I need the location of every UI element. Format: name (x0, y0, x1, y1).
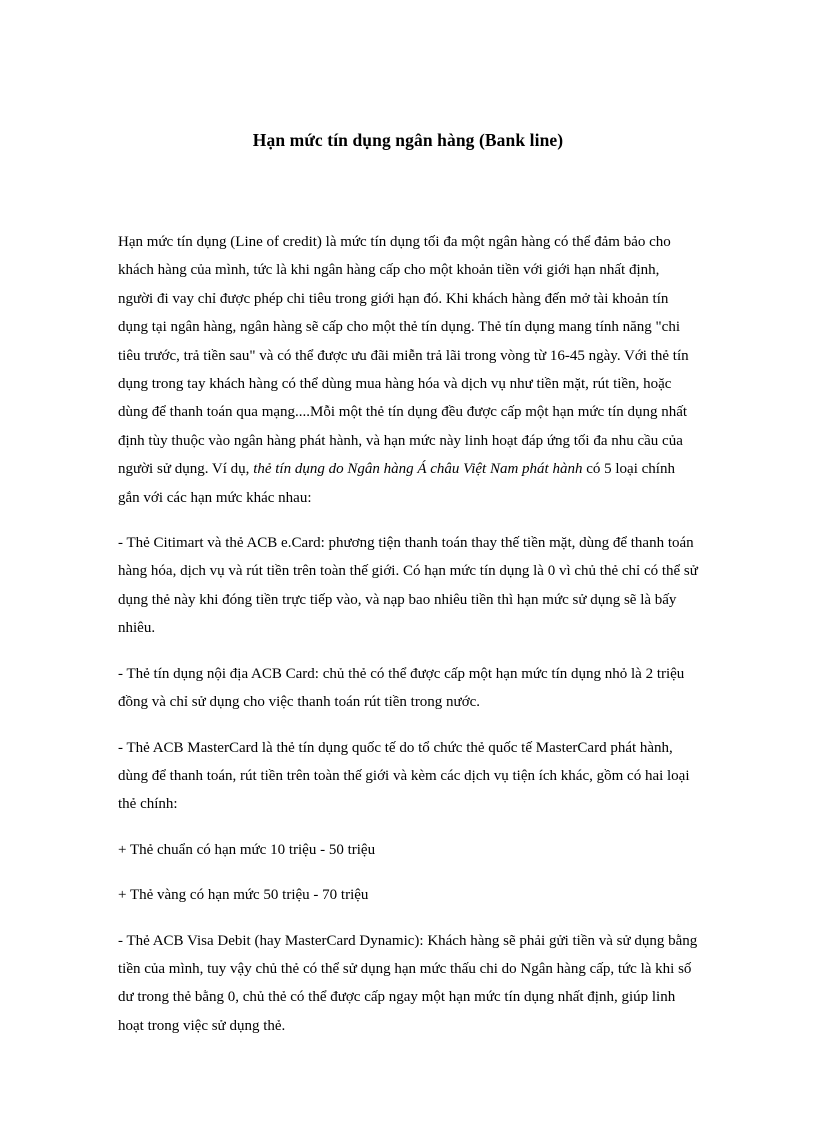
paragraph-segment: + Thẻ vàng có hạn mức 50 triệu - 70 triệu (118, 887, 369, 904)
paragraph-segment: - Thẻ ACB Visa Debit (hay MasterCard Dynamic): Khách hàng sẽ phải gửi tiền và sử dụng bằng tiền của mình, tuy vậy chủ thẻ có thể sử dụng hạn mức thấu chi do Ngân hàng cấp, tức là khi số dư trong thẻ bằng 0, chủ thẻ có thể được cấp ngay một hạn mức tín dụng nhất định, giúp linh hoạt trong việc sử dụng thẻ. (118, 932, 698, 1034)
paragraph-segment: - Thẻ tín dụng nội địa ACB Card: chủ thẻ có thể được cấp một hạn mức tín dụng nhỏ là 2 triệu đồng và chỉ sử dụng cho việc thanh toán rút tiền trong nước. (118, 665, 685, 711)
paragraph-segment: - Thẻ ACB MasterCard là thẻ tín dụng quốc tế do tổ chức thẻ quốc tế MasterCard phát hành, dùng để thanh toán, rút tiền trên toàn thế giới và kèm các dịch vụ tiện ích khác, gồm có hai loại thẻ chính: (118, 739, 690, 813)
paragraph (118, 529, 698, 643)
paragraph (118, 228, 698, 512)
paragraph-segment-italic: thẻ tín dụng do Ngân hàng Á châu Việt Nam phát hành (253, 461, 583, 478)
paragraph-segment: Hạn mức tín dụng (Line of credit) là mức tín dụng tối đa một ngân hàng có thể đảm bảo cho khách hàng của mình, tức là khi ngân hàng cấp cho một khoản tiền với giới hạn nhất định, người đi vay chỉ được phép chi tiêu trong giới hạn đó. Khi khách hàng đến mở tài khoản tín dụng tại ngân hàng, ngân hàng sẽ cấp cho một thẻ tín dụng. Thẻ tín dụng mang tính năng "chi tiêu trước, trả tiền sau" và có thể được ưu đãi miễn trả lãi trong vòng từ 16-45 ngày. Với thẻ tín dụng trong tay khách hàng có thể dùng mua hàng hóa và dịch vụ như tiền mặt, rút tiền, hoặc dùng để thanh toán qua mạng....Mỗi một thẻ tín dụng đều được cấp một hạn mức tín dụng nhất định tùy thuộc vào ngân hàng phát hành, và hạn mức này linh hoạt đáp ứng tối đa nhu cầu của người sử dụng. Ví dụ, (118, 234, 689, 478)
paragraph (118, 881, 698, 909)
document-body (118, 228, 698, 1040)
paragraph (118, 660, 698, 717)
paragraph-segment: có 5 loại chính gắn với các hạn mức khác nhau: (118, 461, 675, 506)
paragraph-segment: - Thẻ Citimart và thẻ ACB e.Card: phương tiện thanh toán thay thế tiền mặt, dùng để thanh toán hàng hóa, dịch vụ và rút tiền trên toàn thế giới. Có hạn mức tín dụng là 0 vì chủ thẻ chỉ có thể sử dụng thẻ này khi đóng tiền trực tiếp vào, và nạp bao nhiêu tiền thì hạn mức sử dụng sẽ là bấy nhiêu. (118, 535, 698, 637)
paragraph (118, 734, 698, 819)
document-title: Hạn mức tín dụng ngân hàng (Bank line) (252, 130, 564, 150)
paragraph (118, 836, 698, 864)
paragraph (118, 927, 698, 1041)
paragraph-segment: + Thẻ chuẩn có hạn mức 10 triệu - 50 triệu (118, 841, 376, 858)
